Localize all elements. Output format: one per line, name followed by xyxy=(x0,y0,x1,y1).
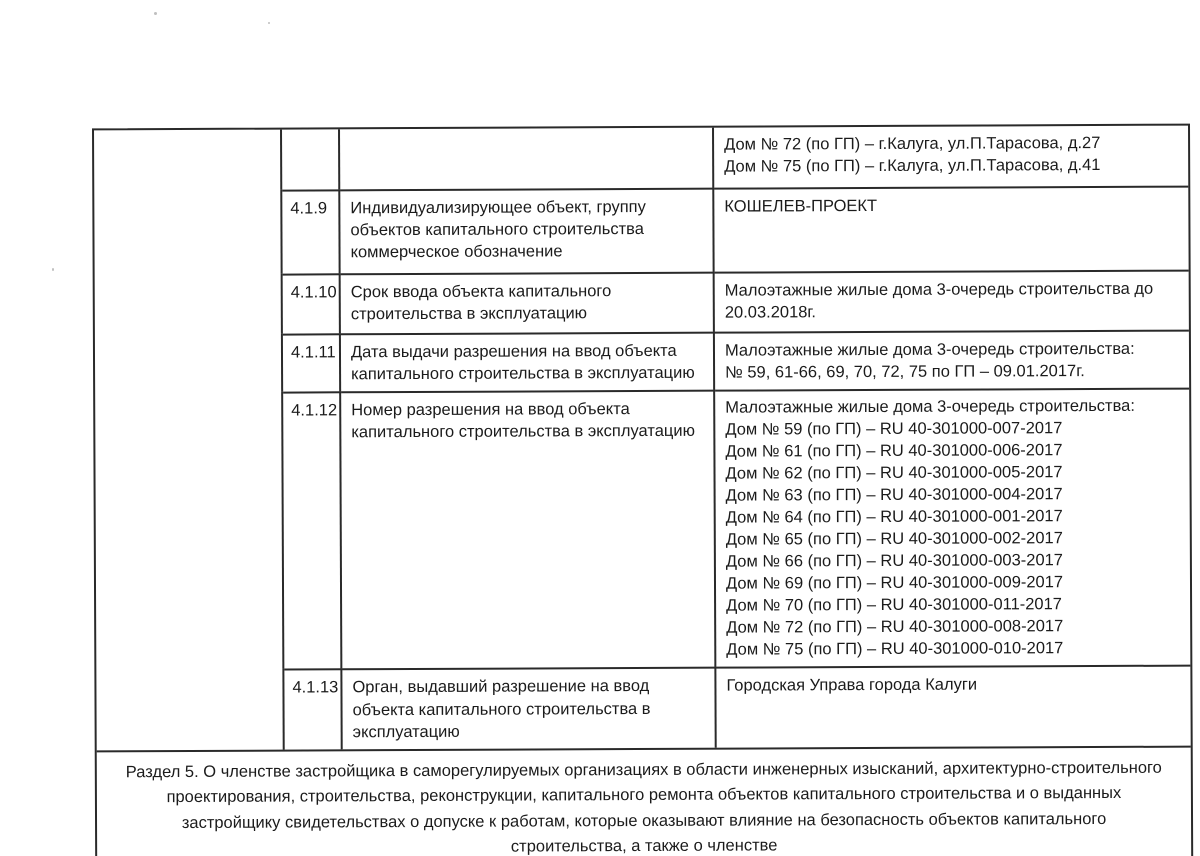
row-number: 4.1.11 xyxy=(283,333,341,391)
table-row xyxy=(95,388,1190,670)
table-row xyxy=(94,186,1188,275)
row-number: 4.1.10 xyxy=(283,273,341,333)
row-value: Малоэтажные жилые дома 3-очередь строительства: № 59, 61-66, 69, 70, 72, 75 по ГП – 09.01.2017г. xyxy=(715,330,1189,390)
row-value: Городская Управа города Калуги xyxy=(716,665,1190,747)
row-value: Дом № 72 (по ГП) – г.Калуга, ул.П.Тарасова, д.27 Дом № 75 (по ГП) – г.Калуга, ул.П.Тарасова, д.41 xyxy=(724,133,1101,176)
row-label: Индивидуализирующее объект, группу объектов капитального строительства коммерческое обозначение xyxy=(340,188,714,274)
row-value: Малоэтажные жилые дома 3-очередь строительства до 20.03.2018г. xyxy=(715,270,1189,332)
section5-heading: Раздел 5. О членстве застройщика в саморегулируемых организациях в области инженерных изысканий, архитектурно-строительного проектирования, строительства, реконструкции, капитального ремонта объектов капитального строительства и о выданных застройщику свидетельствах о допуске к работам, которые оказывают влияние на безопасность объектов капитального строительства, а также о членстве xyxy=(97,745,1192,856)
merged-left-column-cell xyxy=(95,274,283,335)
merged-left-column-cell xyxy=(96,669,284,750)
row-number: 4.1.12 xyxy=(283,392,342,670)
row-number xyxy=(282,129,340,189)
row-value: Малоэтажные жилые дома 3-очередь строительства: Дом № 59 (по ГП) – RU 40-301000-007-2017 Дом № 61 (по ГП) – RU 40-301000-006-2017 Дом № 62 (по ГП) – RU 40-301000-005-2017 Дом № 63 (по ГП) – RU 40-301000-004-2017 Дом № 64 (по ГП) – RU 40-301000-001-2017 Дом № 65 (по ГП) – RU 40-301000-002-2017 Дом № 66 (по ГП) – RU 40-301000-003-2017 Дом № 69 (по ГП) – RU 40-301000-009-2017 Дом № 70 (по ГП) – RU 40-301000-011-2017 Дом № 72 (по ГП) – RU 40-301000-008-2017 Дом № 75 (по ГП) – RU 40-301000-010-2017 xyxy=(715,388,1190,667)
scan-speck xyxy=(52,268,54,271)
document-scan-area xyxy=(92,124,1193,856)
merged-left-column-cell xyxy=(94,190,282,275)
merged-left-column-cell xyxy=(94,130,282,191)
row-label: Срок ввода объекта капитального строительства в эксплуатацию xyxy=(341,272,715,334)
row-label: Орган, выдавший разрешение на ввод объекта капитального строительства в эксплуатацию xyxy=(342,667,716,749)
row-number: 4.1.9 xyxy=(282,189,340,273)
row-label: Дата выдачи разрешения на ввод объекта капитального строительства в эксплуатацию xyxy=(341,332,715,392)
table-row xyxy=(96,665,1190,750)
row-number: 4.1.13 xyxy=(284,669,342,750)
row-value: КОШЕЛЕВ-ПРОЕКТ xyxy=(714,186,1188,272)
scan-speck xyxy=(268,22,270,24)
row-label xyxy=(340,128,714,190)
scan-speck xyxy=(154,12,157,15)
table-row xyxy=(95,270,1189,335)
merged-left-column-cell xyxy=(95,334,283,393)
row-label: Номер разрешения на ввод объекта капитального строительства в эксплуатацию xyxy=(341,390,716,669)
declaration-table xyxy=(92,124,1193,856)
table-row xyxy=(94,126,1188,191)
merged-left-column-cell xyxy=(95,392,284,670)
table-row xyxy=(95,330,1189,393)
